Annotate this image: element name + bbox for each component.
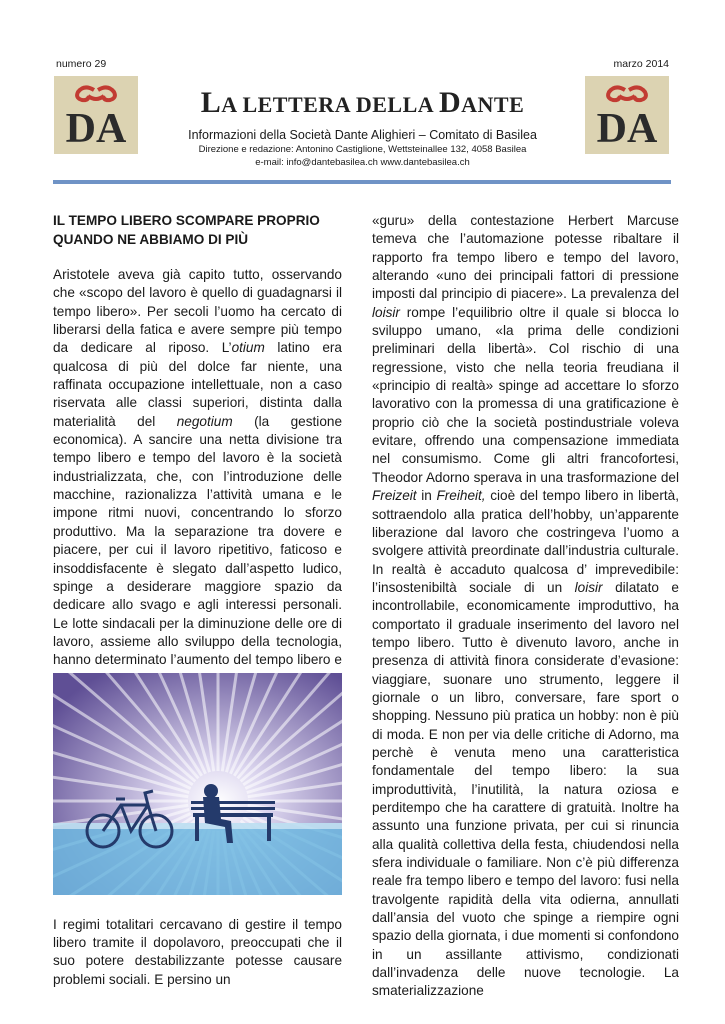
dante-logo-right bbox=[585, 76, 669, 154]
contact-info: e-mail: info@dantebasilea.ch www.dantebasilea.ch bbox=[255, 157, 470, 168]
newsletter-title: LA LETTERA DELLA DANTE bbox=[200, 86, 525, 119]
logo-ornament-icon bbox=[608, 87, 646, 100]
editorial-info: Direzione e redazione: Antonino Castiglione, Wettsteinallee 132, 4058 Basilea bbox=[198, 144, 527, 155]
article-illustration bbox=[53, 673, 342, 895]
article-right-column bbox=[372, 212, 679, 1001]
logo-ornament-icon bbox=[77, 87, 115, 100]
article-paragraph-3: «guru» della contestazione Herbert Marcuse temeva che l’automazione potesse ribaltare il rapporto fra tempo libero e tempo del lavoro, alterando «uno dei principali fattori di pressione imposti dal principio di piacere». La prevalenza del loisir rompe l’equilibrio oltre il quale si blocca lo sviluppo umano, «la prima delle condizioni preliminari della libertà». Col rischio di una regressione, visto che nella teoria freudiana il «principio di realtà» spinge ad accettare lo sforzo lavorativo con la promessa di una gratificazione è proprio ciò che la società postindustriale voleva evitare, offrendo una compensazione immediata nel consumismo. Come gli altri francofortesi, Theodor Adorno sperava in una trasformazione del Freizeit in Freiheit, cioè del tempo libero in libertà, sottraendolo alla pratica dell’hobby, un’apparente liberazione dal lavoro che costringeva l’uomo a svolgere attività preordinate dall’industria culturale. In realtà è accaduto qualcosa d’ imprevedibile: l’insostenibiltà sociale di un loisir dilatato e incontrollabile, economicamente improduttivo, ha comportato il graduale inserimento del lavoro nel tempo libero. Tutto è divenuto lavoro, anche in presenza di attività finora considerate d’evasione: viaggiare, suonare uno strumento, leggere il giornale o un libro, conversare, fare sport o shopping. Nessuno più pratica un hobby: non è più di moda. E non per via delle critiche di Adorno, ma perchè è venuta meno una caratteristica fondamentale del tempo libero: la sua improduttività, l’inutilità, la natura oziosa e perditempo che ha carattere di gratuità. Inoltre ha assunto una funzione privata, per cui si rinuncia alla qualità collettiva della festa, chiudendosi nella sfera individuale o familiare. Non c’è più differenza reale fra tempo libero e tempo del lavoro: fusi nella travolgente rapidità della vita odierna, annullati dall’ansia del vuoto che spinge a riempire ogni spazio della giornata, i due momenti si confondono in un assillante attivismo, condizionati dall’invadenza delle nuove tecnologie. La smaterializzazione bbox=[372, 213, 679, 999]
logo-text: DA bbox=[596, 106, 658, 152]
sunburst-bench-illustration bbox=[53, 673, 342, 895]
logo-text: DA bbox=[65, 106, 127, 152]
article-left-column bbox=[53, 212, 342, 688]
newsletter-subtitle: Informazioni della Società Dante Alighieri – Comitato di Basilea bbox=[188, 128, 537, 142]
article-paragraph-1: Aristotele aveva già capito tutto, osservando che «scopo del lavoro è quello di guadagnarsi il tempo libero». Per secoli l’uomo ha cercato di liberarsi della fatica e avere sempre più tempo da dedicare al riposo. L’otium latino era qualcosa di più del dolce far niente, una raffinata occupazione intellettuale, non a caso riservata alle classi superiori, distinta dalla materialità del negotium (la gestione economica). A sancire una netta divisione tra tempo libero e tempo del lavoro è la società industrializzata, che, con l’introduzione delle macchine, razionalizza l’attività umana e le impone ritmi nuovi, concentrando lo sforzo produttivo. Ma la separazione tra dovere e piacere, per cui il lavoro ripetitivo, faticoso e insoddisfacente è slegato dall’aspetto ludico, spinge a desiderare maggiore spazio da dedicare allo svago e agli interessi personali. Le lotte sindacali per la diminuzione delle ore di lavoro, assieme allo sviluppo della tecnologia, hanno determinato l’aumento del tempo libero e bbox=[53, 267, 343, 668]
issue-date: marzo 2014 bbox=[613, 58, 669, 70]
dante-logo-left bbox=[54, 76, 138, 154]
masthead bbox=[150, 86, 575, 168]
header-divider bbox=[53, 180, 671, 184]
article-paragraph-2: I regimi totalitari cercavano di gestire il tempo libero tramite il dopolavoro, preoccupati che il suo potere destabilizzante potesse causare problemi sociali. E persino un bbox=[53, 916, 342, 987]
article-heading: IL TEMPO LIBERO SCOMPARE PROPRIO QUANDO NE ABBIAMO DI PIÙ bbox=[53, 213, 320, 247]
issue-number: numero 29 bbox=[56, 58, 107, 70]
